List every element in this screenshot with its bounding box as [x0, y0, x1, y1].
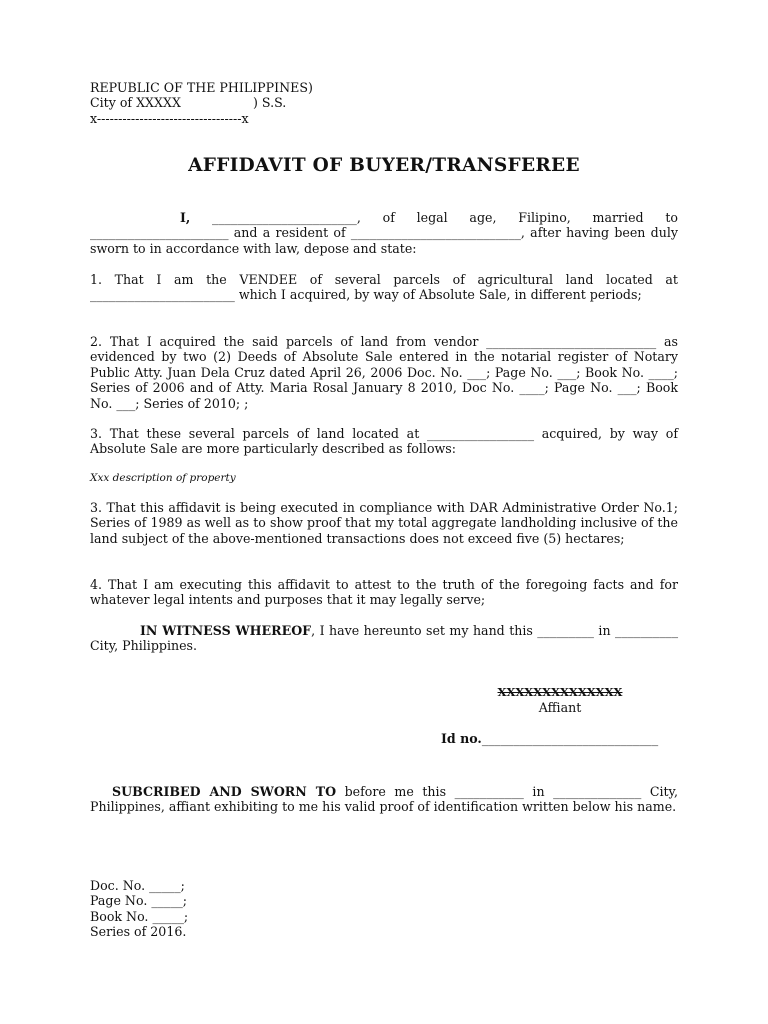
paragraph-3b: 3. That this affidavit is being executed in compliance with DAR Administrative Order No.1; Series of 1989 as well as to show proof that my total aggregate landholding inclusive of the land subject of the above-mentioned transactions does not exceed five (5) hectares;: [90, 500, 678, 546]
header-city: City of XXXXX ) S.S.: [90, 95, 287, 111]
notarial-book: Book No. _____;: [90, 908, 189, 924]
witness-text: , I have hereunto set my hand this _________ in __________ City, Philippines.: [90, 623, 678, 654]
header-divider: x----------------------------------x: [90, 110, 249, 126]
paragraph-2: 2. That I acquired the said parcels of land from vendor ___________________________ as evidenced by two (2) Deeds of Absolute Sale entered in the notarial register of Notary Public Atty. Juan Dela Cruz dated April 26, 2006 Doc. No. ___; Page No. ___; Book No. ____; Series of 2006 and of Atty. Maria Rosal January 8 2010, Doc No. ____; Page No. ___; Book No. ___; Series of 2010; ;: [90, 334, 678, 411]
intro-text: _______________________, of legal age, Filipino, married to ______________________ and a resident of ___________________________, after having been duly sworn to in accordance with law, depose and state:: [90, 210, 678, 256]
id-label: Id no.: [441, 731, 482, 747]
signature-block: [460, 685, 660, 716]
subscribed-lead: SUBCRIBED AND SWORN TO: [112, 784, 337, 799]
witness-paragraph: [90, 623, 678, 654]
intro-paragraph: [90, 210, 678, 256]
id-blank: ____________________________: [481, 731, 659, 747]
intro-lead: I,: [180, 210, 191, 225]
description-note: Xxx description of property: [90, 472, 236, 484]
id-number: [425, 716, 675, 762]
notarial-details: [90, 878, 678, 940]
document-header: [90, 80, 678, 126]
subscribed-text: before me this ___________ in ______________ City, Philippines, affiant exhibiting to me his valid proof of identification written below his name.: [90, 784, 678, 815]
affiant-name: XXXXXXXXXXXXXX: [497, 685, 623, 699]
witness-lead: IN WITNESS WHEREOF: [140, 623, 312, 638]
affiant-label: Affiant: [538, 700, 582, 716]
paragraph-1: 1. That I am the VENDEE of several parcels of agricultural land located at _______________________ which I acquired, by way of Absolute Sale, in different periods;: [90, 272, 678, 303]
paragraph-3a: 3. That these several parcels of land located at _________________ acquired, by way of Absolute Sale are more particularly described as follows:: [90, 426, 678, 457]
notarial-series: Series of 2016.: [90, 924, 187, 940]
paragraph-4: 4. That I am executing this affidavit to attest to the truth of the foregoing facts and for whatever legal intents and purposes that it may legally serve;: [90, 577, 678, 608]
subscribed-paragraph: [90, 784, 678, 815]
document-title: AFFIDAVIT OF BUYER/TRANSFEREE: [188, 155, 580, 176]
notarial-page: Page No. _____;: [90, 893, 188, 909]
notarial-doc: Doc. No. _____;: [90, 878, 185, 893]
header-republic: REPUBLIC OF THE PHILIPPINES): [90, 80, 313, 95]
